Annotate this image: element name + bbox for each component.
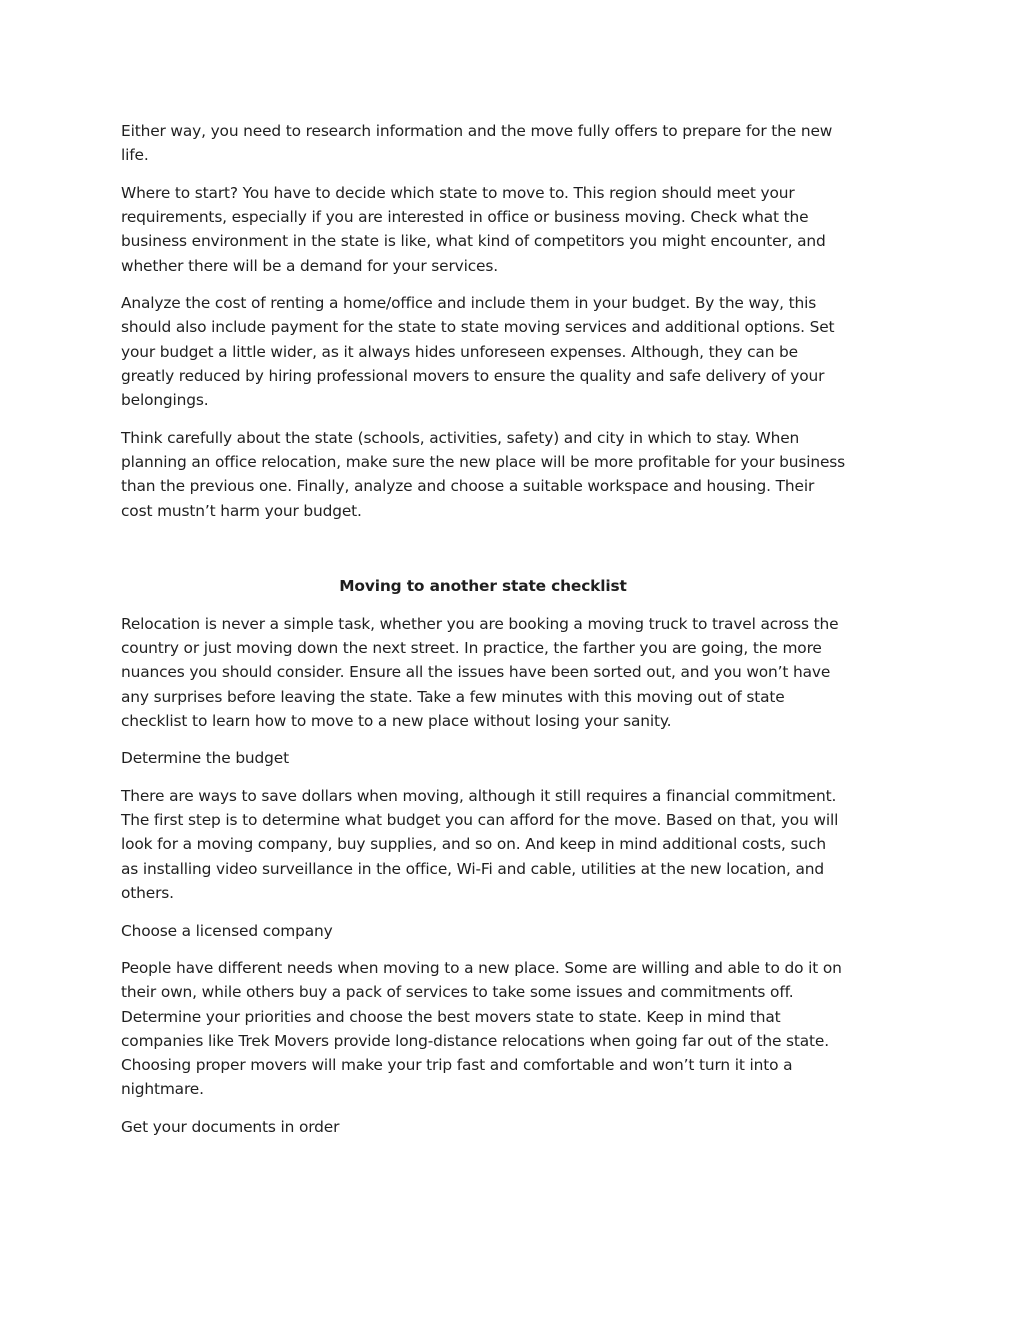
- paragraph-save-dollars: There are ways to save dollars when moving, although it still requires a financial commitment. The first step is to determine what budget you can afford for the move. Based on that, you will look for a moving company, buy supplies, and so on. And keep in mind additional costs, such as installing video surveillance in the office, Wi-Fi and cable, utilities at the new location, and others.: [121, 786, 839, 903]
- paragraph-where-to-start: Where to start? You have to decide which state to move to. This region should meet your requirements, especially if you are interested in office or business moving. Check what the business environment in the state is like, what kind of competitors you might encounter, and whether there will be a demand for your services.: [121, 183, 826, 275]
- paragraph-research: Either way, you need to research information and the move fully offers to prepare for the new life.: [121, 122, 833, 165]
- paragraph-different-needs: People have different needs when moving to a new place. Some are willing and able to do it on their own, while others buy a pack of services to take some issues and commitments off. Determine your priorities and choose the best movers state to state. Keep in mind that companies like Trek Movers provide long-distance relocations when going far out of the state. Choosing proper movers will make your trip fast and comfortable and won’t turn it into a nightmare.: [121, 959, 842, 1099]
- section-spacer: [121, 536, 845, 574]
- document-body: [121, 119, 845, 1152]
- paragraph-think-carefully: Think carefully about the state (schools, activities, safety) and city in which to stay. When planning an office relocation, make sure the new place will be more profitable for your business than the previous one. Finally, analyze and choose a suitable workspace and housing. Their cost mustn’t harm your budget.: [121, 428, 846, 520]
- subheading-licensed-company: Choose a licensed company: [121, 921, 333, 940]
- paragraph-relocation: Relocation is never a simple task, whether you are booking a moving truck to travel across the country or just moving down the next street. In practice, the farther you are going, the more nuances you should consider. Ensure all the issues have been sorted out, and you won’t have any surprises before leaving the state. Take a few minutes with this moving out of state checklist to learn how to move to a new place without losing your sanity.: [121, 614, 839, 730]
- section-heading: Moving to another state checklist: [339, 577, 627, 596]
- subheading-determine-budget: Determine the budget: [121, 749, 289, 768]
- paragraph-analyze-cost: Analyze the cost of renting a home/office and include them in your budget. By the way, this should also include payment for the state to state moving services and additional options. Set your budget a little wider, as it always hides unforeseen expenses. Although, they can be greatly reduced by hiring professional movers to ensure the quality and safe delivery of your belongings.: [121, 294, 835, 410]
- subheading-documents: Get your documents in order: [121, 1117, 340, 1136]
